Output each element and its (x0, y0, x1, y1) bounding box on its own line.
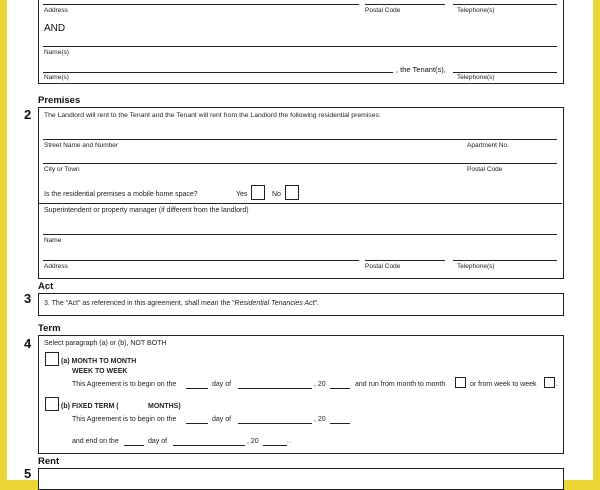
period-a: . (556, 381, 558, 388)
postal-code-label: Postal Code (365, 7, 401, 14)
superintendent-address-line[interactable] (43, 260, 359, 261)
apartment-label: Apartment No. (467, 142, 509, 149)
section-5-number: 5 (24, 466, 32, 481)
day-of-a: day of (212, 381, 232, 388)
telephone-label-tenant: Telephone(s) (457, 74, 495, 81)
names-label-2: Name(s) (44, 74, 69, 81)
begin-day-line-b[interactable] (186, 423, 208, 424)
telephone-label: Telephone(s) (457, 7, 495, 14)
superintendent-name-line[interactable] (43, 234, 557, 235)
address-label-2: Address (44, 263, 68, 270)
option-a-checkbox[interactable] (45, 352, 59, 366)
month-to-month-checkbox[interactable] (455, 377, 466, 388)
option-a-line2: WEEK TO WEEK (72, 368, 128, 375)
and-text: AND (44, 23, 66, 34)
term-box (38, 335, 564, 454)
begin-month-line-a[interactable] (238, 388, 312, 389)
city-label: City or Town (44, 166, 80, 173)
comma-20-b: , 20 (314, 416, 326, 423)
tenant-names-line-1[interactable] (43, 46, 557, 47)
comma-20-end: , 20 (247, 438, 259, 445)
begin-text-a: This Agreement is to begin on the (72, 381, 177, 388)
end-on-text: and end on the (72, 438, 119, 445)
option-a-label: (a) MONTH TO MONTH (61, 358, 137, 365)
end-month-line[interactable] (173, 445, 245, 446)
day-of-b: day of (212, 416, 232, 423)
no-label: No (272, 191, 281, 198)
rent-box (38, 468, 564, 490)
term-heading: Term (38, 323, 61, 334)
city-line[interactable] (43, 163, 557, 164)
section-4-number: 4 (24, 336, 32, 351)
mobile-home-question: Is the residential premises a mobile home space? (44, 191, 198, 198)
option-b-label: (b) FIXED TERM ( (61, 403, 119, 410)
or-week-text: or from week to week (470, 381, 537, 388)
superintendent-phone-line[interactable] (453, 260, 557, 261)
begin-year-line-b[interactable] (330, 423, 350, 424)
yes-label: Yes (236, 191, 248, 198)
address-label: Address (44, 7, 68, 14)
act-text: 3. The “Act” as referenced in this agreement, shall mean the “Residential Tenancies Act”. (44, 300, 319, 307)
begin-day-line-a[interactable] (186, 388, 208, 389)
select-paragraph-text: Select paragraph (a) or (b), NOT BOTH (44, 340, 167, 347)
section-2-number: 2 (24, 107, 32, 122)
premises-intro: The Landlord will rent to the Tenant and the Tenant will rent from the Landlord the following residential premises: (44, 112, 381, 119)
telephone-label-2: Telephone(s) (457, 263, 495, 270)
comma-20-a: , 20 (314, 381, 326, 388)
postal-code-label-premises: Postal Code (467, 166, 503, 173)
superintendent-postal-line[interactable] (365, 260, 445, 261)
begin-month-line-b[interactable] (238, 423, 312, 424)
period-end: . (289, 438, 291, 445)
street-label: Street Name and Number (44, 142, 119, 149)
end-year-line[interactable] (263, 445, 287, 446)
lease-form-page (7, 0, 593, 480)
premises-heading: Premises (38, 95, 81, 106)
landlord-phone-line[interactable] (453, 4, 557, 5)
act-heading: Act (38, 281, 54, 292)
day-of-end: day of (148, 438, 168, 445)
landlord-postal-line[interactable] (365, 4, 445, 5)
tenant-suffix: , the Tenant(s), (396, 65, 446, 74)
premises-divider (38, 203, 562, 204)
names-label-1: Name(s) (44, 49, 69, 56)
street-line[interactable] (43, 139, 557, 140)
section-3-number: 3 (24, 291, 32, 306)
option-b-checkbox[interactable] (45, 397, 59, 411)
option-b-months: MONTHS) (148, 403, 181, 410)
end-day-line[interactable] (124, 445, 144, 446)
tenant-names-line-2[interactable] (43, 72, 393, 73)
superintendent-label: Superintendent or property manager (if different from the landlord) (44, 207, 249, 214)
rent-heading: Rent (38, 456, 60, 467)
begin-year-line-a[interactable] (330, 388, 350, 389)
run-from-month-text: and run from month to month (355, 381, 446, 388)
name-label: Name (44, 237, 62, 244)
postal-code-label-2: Postal Code (365, 263, 401, 270)
week-to-week-checkbox[interactable] (544, 377, 555, 388)
yes-checkbox[interactable] (251, 185, 265, 200)
begin-text-b: This Agreement is to begin on the (72, 416, 177, 423)
tenant-names-line-3[interactable] (453, 72, 557, 73)
no-checkbox[interactable] (285, 185, 299, 200)
landlord-address-line[interactable] (43, 4, 359, 5)
